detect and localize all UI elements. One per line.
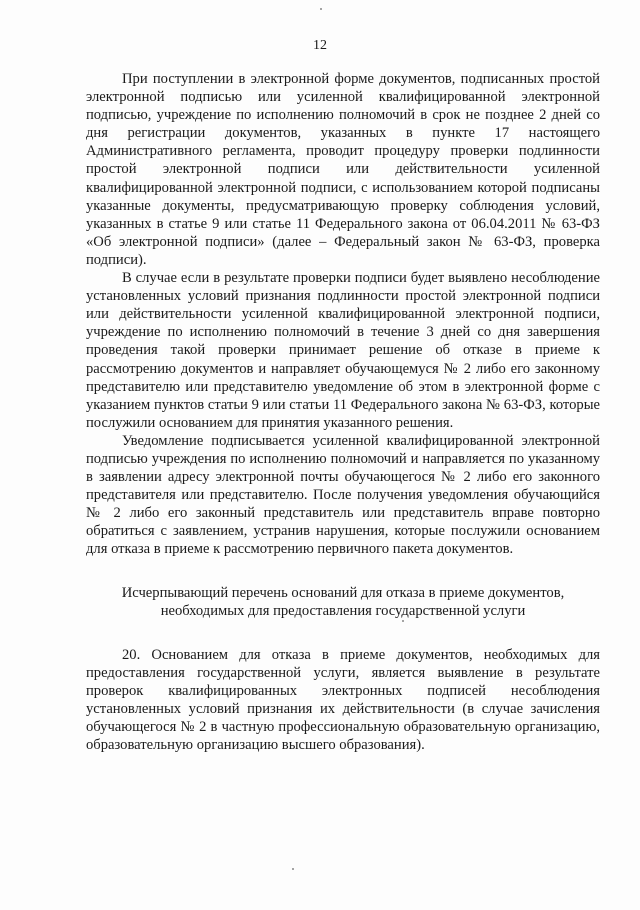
paragraph-20: 20. Основанием для отказа в приеме документов, необходимых для предоставления государственной услуги, является выявление в результате проверок квалифицированных электронных подписей несоблюдения установленных условий признания их действительности (в случае зачисления обучающегося № 2 в частную профессиональную образовательную организацию, образовательную организацию высшего образования).: [86, 646, 600, 754]
paragraph-notification: Уведомление подписывается усиленной квалифицированной электронной подписью учреждения по исполнению полномочий и направляется по указанному в заявлении адресу электронной почты обучающегося № 2 либо его законного представителя или представителю. После получения уведомления обучающийся № 2 либо его законный представитель или представитель вправе повторно обратиться с заявлением, устранив нарушения, которые послужили основанием для отказа в приеме к рассмотрению первичного пакета документов.: [86, 432, 600, 558]
document-body: [86, 70, 600, 754]
scan-speck: [292, 868, 294, 870]
section-heading-line-2: необходимых для предоставления государственной услуги: [160, 602, 526, 619]
scan-speck: [402, 620, 404, 622]
section-heading-line-1: Исчерпывающий перечень оснований для отказа в приеме документов,: [121, 584, 565, 601]
section-heading: [86, 584, 600, 620]
scan-speck: [320, 8, 322, 10]
paragraph-signature-check-failure: В случае если в результате проверки подписи будет выявлено несоблюдение установленных условий признания подлинности простой электронной подписи или действительности усиленной квалифицированной электронной подписи, учреждение по исполнению полномочий в течение 3 дней со дня завершения проведения такой проверки принимает решение об отказе в приеме к рассмотрению документов и направляет обучающемуся № 2 либо его законному представителю или представителю уведомление об этом в электронной форме с указанием пунктов статьи 9 или статьи 11 Федерального закона № 63-ФЗ, которые послужили основанием для принятия указанного решения.: [86, 270, 600, 431]
page-number: 12: [313, 38, 327, 53]
paragraph-electronic-submission: При поступлении в электронной форме документов, подписанных простой электронной подписью или усиленной квалифицированной электронной подписью, учреждение по исполнению полномочий в срок не позднее 2 дней со дня регистрации документов, указанных в пункте 17 настоящего Административного регламента, проводит процедуру проверки подлинности простой электронной подписи или действительности усиленной квалифицированной электронной подписи, с использованием которой подписаны указанные документы, предусматривающую проверку соблюдения условий, указанных в статье 9 или статье 11 Федерального закона от 06.04.2011 № 63-ФЗ «Об электронной подписи» (далее – Федеральный закон № 63-ФЗ, проверка подписи).: [86, 71, 600, 268]
